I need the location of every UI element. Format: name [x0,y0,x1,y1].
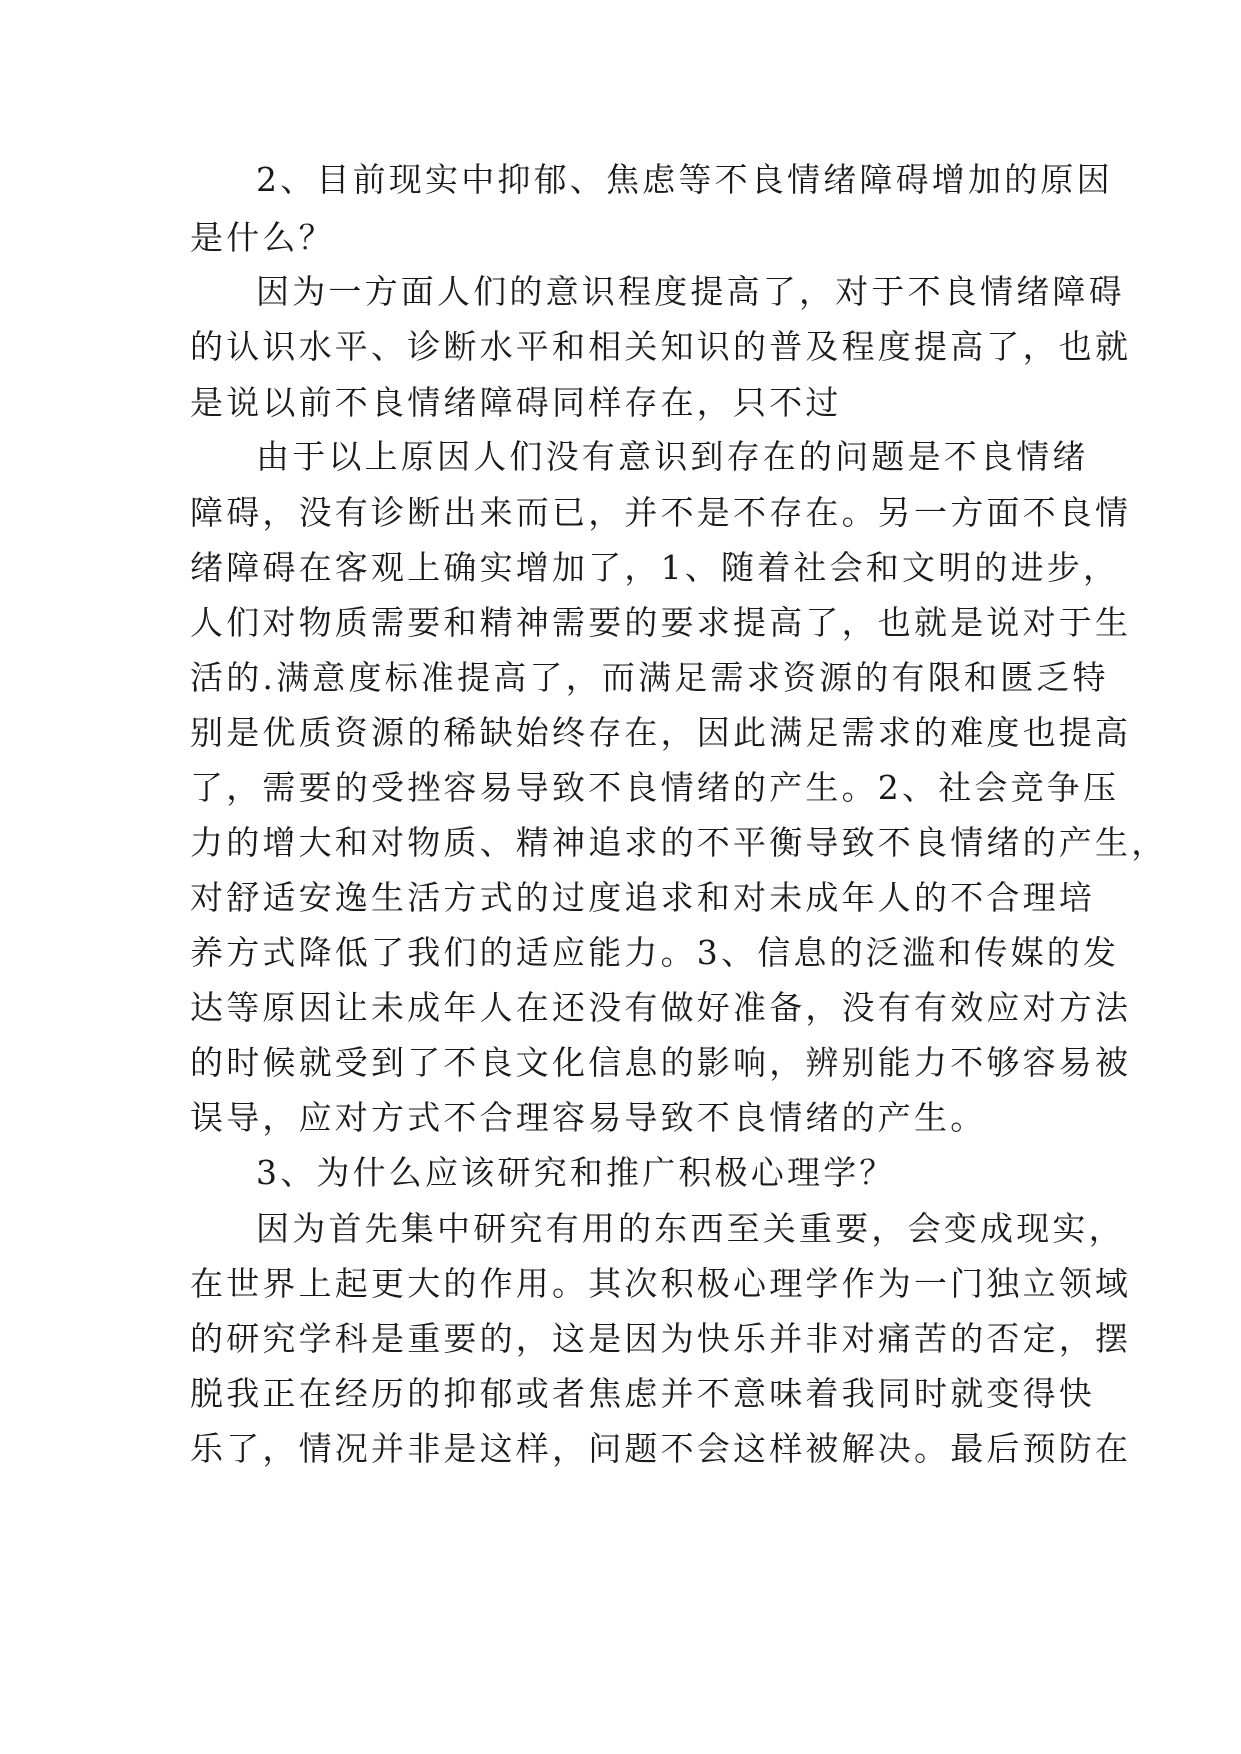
answer-3-paragraph-line: 乐了，情况并非是这样，问题不会这样被解决。最后预防在 [190,1429,1132,1468]
question-3-heading: 3、为什么应该研究和推广积极心理学？ [256,1153,896,1192]
answer-2-paragraph-2-line: 障碍，没有诊断出来而已，并不是不存在。另一方面不良情 [190,493,1132,532]
answer-2-paragraph-2-line: 的时候就受到了不良文化信息的影响，辨别能力不够容易被 [190,1043,1132,1082]
answer-3-paragraph: 因为首先集中研究有用的东西至关重要，会变成现实， [256,1209,1125,1248]
answer-2-paragraph-1-line: 是说以前不良情绪障碍同样存在，只不过 [190,383,842,422]
answer-2-paragraph-2-line: 了，需要的受挫容易导致不良情绪的产生。2、社会竞争压 [190,768,1120,807]
answer-2-paragraph-2-line: 养方式降低了我们的适应能力。3、信息的泛滥和传媒的发 [190,933,1120,972]
answer-3-paragraph-line: 脱我正在经历的抑郁或者焦虑并不意味着我同时就变得快 [190,1374,1095,1413]
answer-2-paragraph-2-line: 绪障碍在客观上确实增加了，1、随着社会和文明的进步， [190,548,1120,587]
answer-2-paragraph-2: 由于以上原因人们没有意识到存在的问题是不良情绪 [256,437,1089,476]
answer-2-paragraph-1: 因为一方面人们的意识程度提高了，对于不良情绪障碍 [256,272,1125,311]
answer-2-paragraph-2-line: 力的增大和对物质、精神追求的不平衡导致不良情绪的产生， [190,823,1168,862]
answer-2-paragraph-2-line: 别是优质资源的稀缺始终存在，因此满足需求的难度也提高 [190,713,1132,752]
question-2-heading: 2、目前现实中抑郁、焦虑等不良情绪障碍增加的原因 [256,160,1113,199]
question-2-heading-cont: 是什么？ [190,218,335,257]
answer-3-paragraph-line: 的研究学科是重要的，这是因为快乐并非对痛苦的否定，摆 [190,1319,1132,1358]
answer-3-paragraph-line: 在世界上起更大的作用。其次积极心理学作为一门独立领域 [190,1264,1132,1303]
answer-2-paragraph-2-line: 达等原因让未成年人在还没有做好准备，没有有效应对方法 [190,988,1132,1027]
answer-2-paragraph-1-line: 的认识水平、诊断水平和相关知识的普及程度提高了，也就 [190,327,1132,366]
answer-2-paragraph-2-line: 误导，应对方式不合理容易导致不良情绪的产生。 [190,1098,987,1137]
answer-2-paragraph-2-line: 活的.满意度标准提高了，而满足需求资源的有限和匮乏特 [190,658,1109,697]
answer-2-paragraph-2-line: 人们对物质需要和精神需要的要求提高了，也就是说对于生 [190,603,1132,642]
answer-2-paragraph-2-line: 对舒适安逸生活方式的过度追求和对未成年人的不合理培 [190,878,1095,917]
